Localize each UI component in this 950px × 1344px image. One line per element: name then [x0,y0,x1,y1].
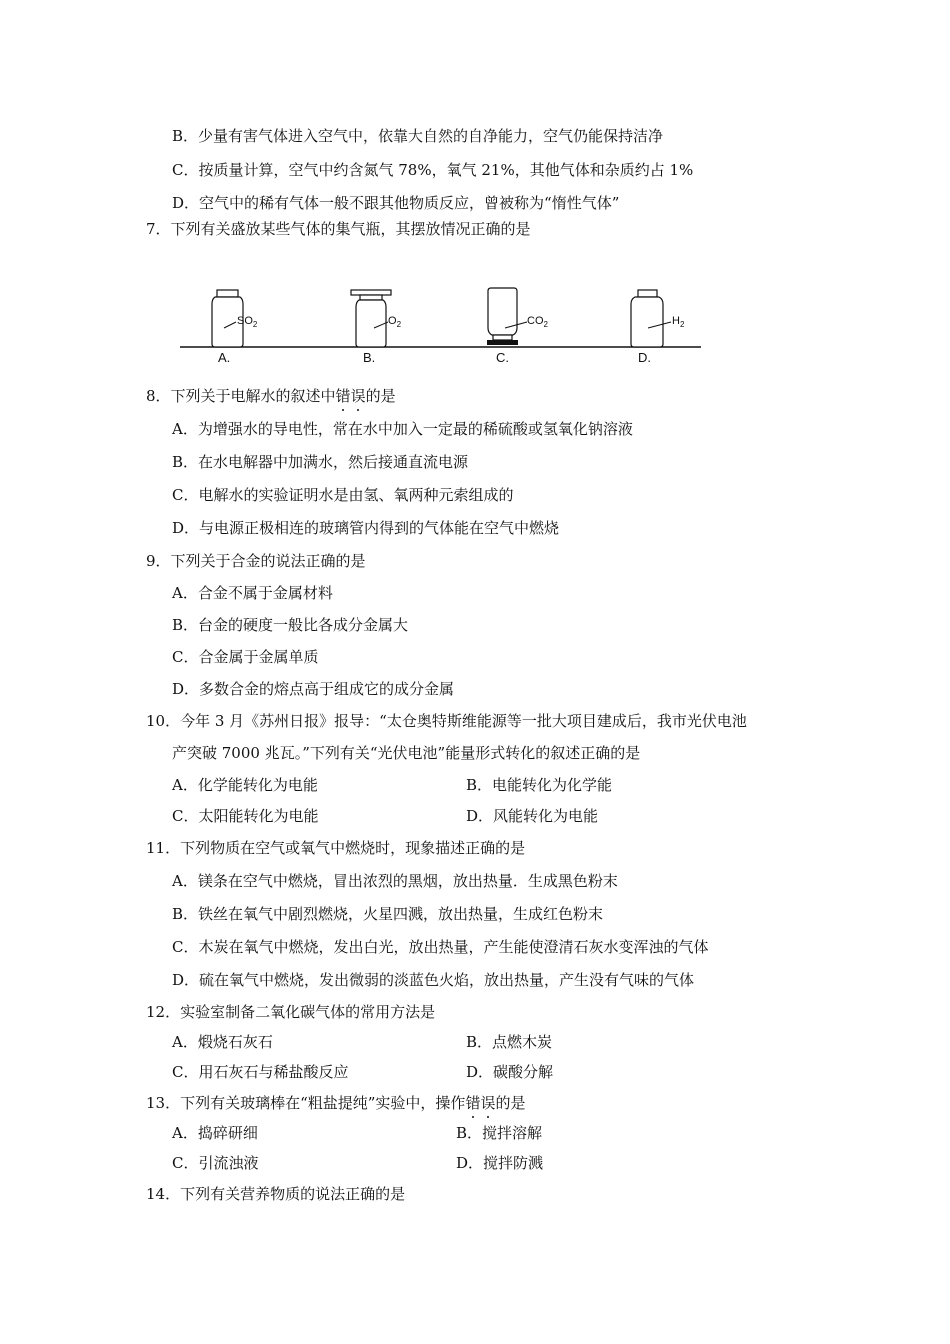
q11-option-a: A．镁条在空气中燃烧，冒出浓烈的黑烟，放出热量．生成黑色粉末 [172,872,618,890]
q12-stem: 12．实验室制备二氧化碳气体的常用方法是 [146,1003,436,1021]
q10-option-b: B．电能转化为化学能 [466,776,613,794]
q10-stem-line-1: 10．今年 3 月《苏州日报》报导：“太仓奥特斯维能源等一批大项目建成后，我市光伏电池 [146,712,747,730]
gas-label-c: $CO_2$ [527,315,548,329]
q8-stem-emphasis-2: 误 [350,387,366,405]
q9-option-c: C．合金属于金属单质 [172,648,319,666]
q6-option-b: B．少量有害气体进入空气中，依靠大自然的自净能力，空气仍能保持洁净 [172,127,664,145]
q14-stem: 14．下列有关营养物质的说法正确的是 [146,1185,406,1203]
q9-option-d: D．多数合金的熔点高于组成它的成分金属 [172,680,455,698]
q11-stem: 11．下列物质在空气或氧气中燃烧时，现象描述正确的是 [146,839,526,857]
figure-label-a: A. [218,350,231,365]
q8-stem-emphasis-1: 错 [335,387,351,405]
q8-stem-pre: 8．下列关于电解水的叙述中 [146,387,336,405]
q12-option-c: C．用石灰石与稀盐酸反应 [172,1063,349,1081]
q13-stem [146,1093,525,1113]
q8-stem-post: 的是 [365,387,396,405]
bottle-b [351,290,402,365]
q12-option-a: A．煅烧石灰石 [172,1033,273,1051]
q13-stem-post: 的是 [495,1094,526,1112]
q13-stem-emphasis-1: 错 [465,1094,481,1112]
figure-label-b: B. [363,350,376,365]
q11-option-d: D．硫在氧气中燃烧，发出微弱的淡蓝色火焰，放出热量，产生没有气味的气体 [172,971,695,989]
q6-option-d: D．空气中的稀有气体一般不跟其他物质反应，曾被称为“惰性气体” [172,194,620,212]
q9-option-a: A．合金不属于金属材料 [172,584,333,602]
q7-stem: 7．下列有关盛放某些气体的集气瓶，其摆放情况正确的是 [146,220,531,238]
q13-option-b: B．搅拌溶解 [456,1124,543,1142]
q13-option-a: A．捣碎研细 [172,1124,258,1142]
gas-label-a: $SO_2$ [237,315,258,329]
figure-label-c: C. [496,350,509,365]
q8-stem [146,386,396,406]
q12-option-b: B．点燃木炭 [466,1033,553,1051]
q10-option-d: D．风能转化为电能 [466,807,599,825]
q13-option-d: D．搅拌防溅 [456,1154,544,1172]
bottle-d [631,290,685,365]
gas-label-d: $H_2$ [672,315,685,329]
q8-option-c: C．电解水的实验证明水是由氢、氧两种元索组成的 [172,486,514,504]
q11-option-b: B．铁丝在氧气中剧烈燃烧，火星四溅，放出热量，生成红色粉末 [172,905,604,923]
q13-stem-emphasis-2: 误 [480,1094,496,1112]
q12-option-d: D．碳酸分解 [466,1063,554,1081]
figure-label-d: D. [638,350,651,365]
q9-stem: 9．下列关于合金的说法正确的是 [146,552,366,570]
q6-option-c: C．按质量计算，空气中约含氮气 78%，氧气 21%，其他气体和杂质约占 1% [172,161,694,179]
bottle-c [487,288,549,365]
q13-option-c: C．引流浊液 [172,1154,259,1172]
gas-label-b: $O_2$ [388,315,402,329]
q8-option-a: A．为增强水的导电性，常在水中加入一定最的稀硫酸或氢氧化钠溶液 [172,420,633,438]
q13-stem-pre: 13．下列有关玻璃棒在“粗盐提纯”实验中，操作 [146,1094,466,1112]
bottle-a [212,290,258,365]
q10-option-a: A．化学能转化为电能 [172,776,318,794]
q8-option-b: B．在水电解器中加满水，然后接通直流电源 [172,453,469,471]
q9-option-b: B．台金的硬度一般比各成分金属大 [172,616,409,634]
q8-option-d: D．与电源正极相连的玻璃管内得到的气体能在空气中燃烧 [172,519,560,537]
gas-bottles-figure [178,282,703,372]
q10-option-c: C．太阳能转化为电能 [172,807,319,825]
q11-option-c: C．木炭在氧气中燃烧，发出白光，放出热量，产生能使澄清石灰水变浑浊的气体 [172,938,709,956]
q10-stem-line-2: 产突破 7000 兆瓦。”下列有关“光伏电池”能量形式转化的叙述正确的是 [172,744,641,762]
